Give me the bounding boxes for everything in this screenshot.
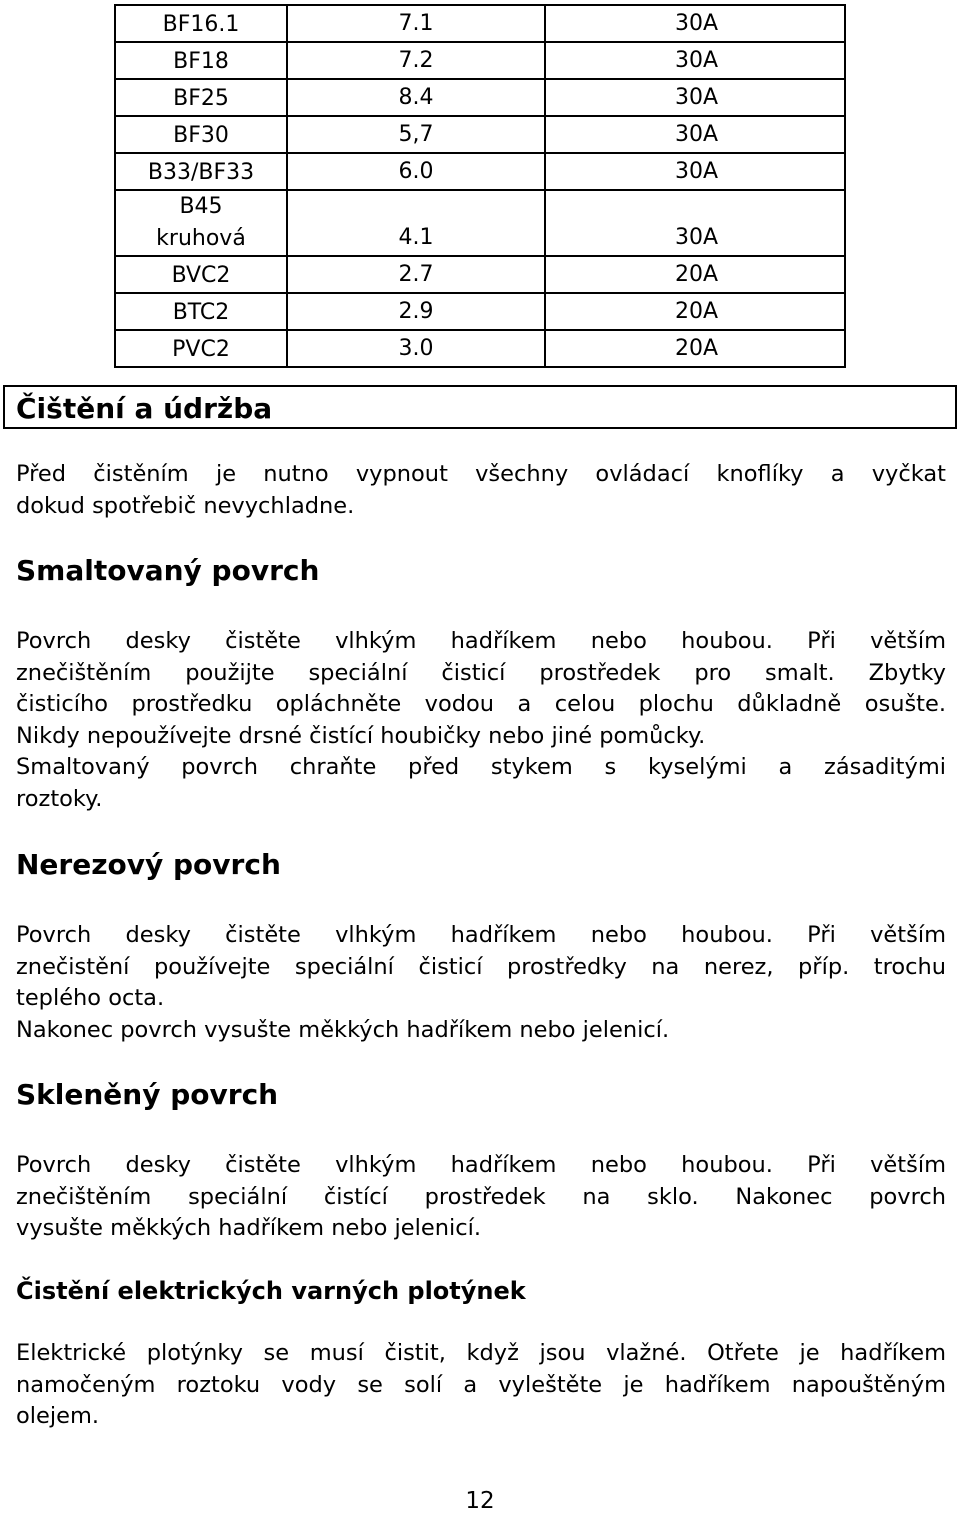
model-cell <box>115 153 287 190</box>
model-text: kruhová <box>156 226 246 251</box>
model-text: B45 <box>179 194 223 219</box>
glass-heading: Skleněný povrch <box>16 1078 279 1111</box>
model-cell <box>115 330 287 367</box>
fuse-cell: 20A <box>545 293 845 330</box>
section-header-box <box>3 385 957 429</box>
model-cell <box>115 293 287 330</box>
table-row <box>115 79 845 116</box>
enamel-line-2: znečištěním použijte speciální čisticí prostředek pro smalt. Zbytky <box>16 659 946 686</box>
model-cell <box>115 190 287 256</box>
fuse-cell: 30A <box>545 116 845 153</box>
table-row <box>115 116 845 153</box>
power-cell: 8.4 <box>287 79 545 116</box>
table-row <box>115 293 845 330</box>
plates-heading: Čistění elektrických varných plotýnek <box>16 1277 526 1305</box>
power-cell: 2.9 <box>287 293 545 330</box>
model-text: BVC2 <box>171 263 231 288</box>
table-row <box>115 256 845 293</box>
steel-line-4: Nakonec povrch vysušte měkkých hadříkem nebo jelenicí. <box>16 1016 670 1043</box>
power-cell: 2.7 <box>287 256 545 293</box>
model-text: BF18 <box>173 49 229 74</box>
glass-paragraph <box>16 1150 946 1245</box>
power-cell: 7.2 <box>287 42 545 79</box>
power-cell: 6.0 <box>287 153 545 190</box>
table-row <box>115 5 845 42</box>
steel-heading: Nerezový povrch <box>16 848 281 881</box>
steel-paragraph <box>16 920 946 1046</box>
model-cell <box>115 5 287 42</box>
glass-line-1: Povrch desky čistěte vlhkým hadříkem nebo houbou. Při větším <box>16 1152 946 1178</box>
enamel-heading: Smaltovaný povrch <box>16 554 320 587</box>
intro-paragraph <box>16 459 946 522</box>
enamel-line-3: čisticího prostředku opláchněte vodou a celou plochu důkladně osušte. <box>16 691 946 717</box>
enamel-line-6: roztoky. <box>16 785 103 812</box>
steel-line-3: teplého octa. <box>16 985 165 1011</box>
specs-table-body <box>115 5 845 367</box>
table-row <box>115 330 845 367</box>
fuse-cell: 20A <box>545 256 845 293</box>
glass-line-3: vysušte měkkých hadříkem nebo jelenicí. <box>16 1215 482 1241</box>
fuse-cell: 30A <box>545 42 845 79</box>
fuse-cell: 30A <box>545 153 845 190</box>
intro-line-2: dokud spotřebič nevychladne. <box>16 492 355 519</box>
plates-line-2: namočeným roztoku vody se solí a vyleštěte je hadříkem napouštěným <box>16 1371 946 1398</box>
plates-line-1: Elektrické plotýnky se musí čistit, když jsou vlažné. Otřete je hadříkem <box>16 1340 946 1366</box>
enamel-line-5: Smaltovaný povrch chraňte před stykem s kyselými a zásaditými <box>16 754 946 780</box>
model-text: PVC2 <box>172 337 230 362</box>
table-row <box>115 153 845 190</box>
intro-line-1: Před čistěním je nutno vypnout všechny ovládací knoflíky a vyčkat <box>16 461 946 487</box>
model-text: BTC2 <box>172 300 230 325</box>
table-row <box>115 42 845 79</box>
model-cell <box>115 42 287 79</box>
fuse-cell: 20A <box>545 330 845 367</box>
model-text: BF16.1 <box>162 12 240 37</box>
fuse-cell: 30A <box>545 79 845 116</box>
power-cell: 4.1 <box>287 190 545 256</box>
model-text: B33/BF33 <box>147 160 255 185</box>
plates-line-3: olejem. <box>16 1403 100 1429</box>
steel-line-2: znečistění používejte speciální čisticí prostředky na nerez, příp. trochu <box>16 953 946 980</box>
power-cell: 7.1 <box>287 5 545 42</box>
fuse-cell: 30A <box>545 5 845 42</box>
fuse-cell: 30A <box>545 190 845 256</box>
model-text: BF30 <box>173 123 229 148</box>
enamel-line-4: Nikdy nepoužívejte drsné čistící houbičky nebo jiné pomůcky. <box>16 722 706 749</box>
steel-line-1: Povrch desky čistěte vlhkým hadříkem nebo houbou. Při větším <box>16 922 946 948</box>
enamel-paragraph <box>16 626 946 815</box>
model-cell <box>115 79 287 116</box>
model-text: BF25 <box>173 86 229 111</box>
power-cell: 5,7 <box>287 116 545 153</box>
power-cell: 3.0 <box>287 330 545 367</box>
specs-table <box>114 4 846 368</box>
model-cell <box>115 116 287 153</box>
model-cell <box>115 256 287 293</box>
table-row <box>115 190 845 256</box>
plates-paragraph <box>16 1338 946 1433</box>
section-title: Čištění a údržba <box>16 392 273 425</box>
glass-line-2: znečištěním speciální čistící prostředek na sklo. Nakonec povrch <box>16 1183 946 1210</box>
enamel-line-1: Povrch desky čistěte vlhkým hadříkem nebo houbou. Při větším <box>16 628 946 654</box>
page-number: 12 <box>465 1488 495 1514</box>
